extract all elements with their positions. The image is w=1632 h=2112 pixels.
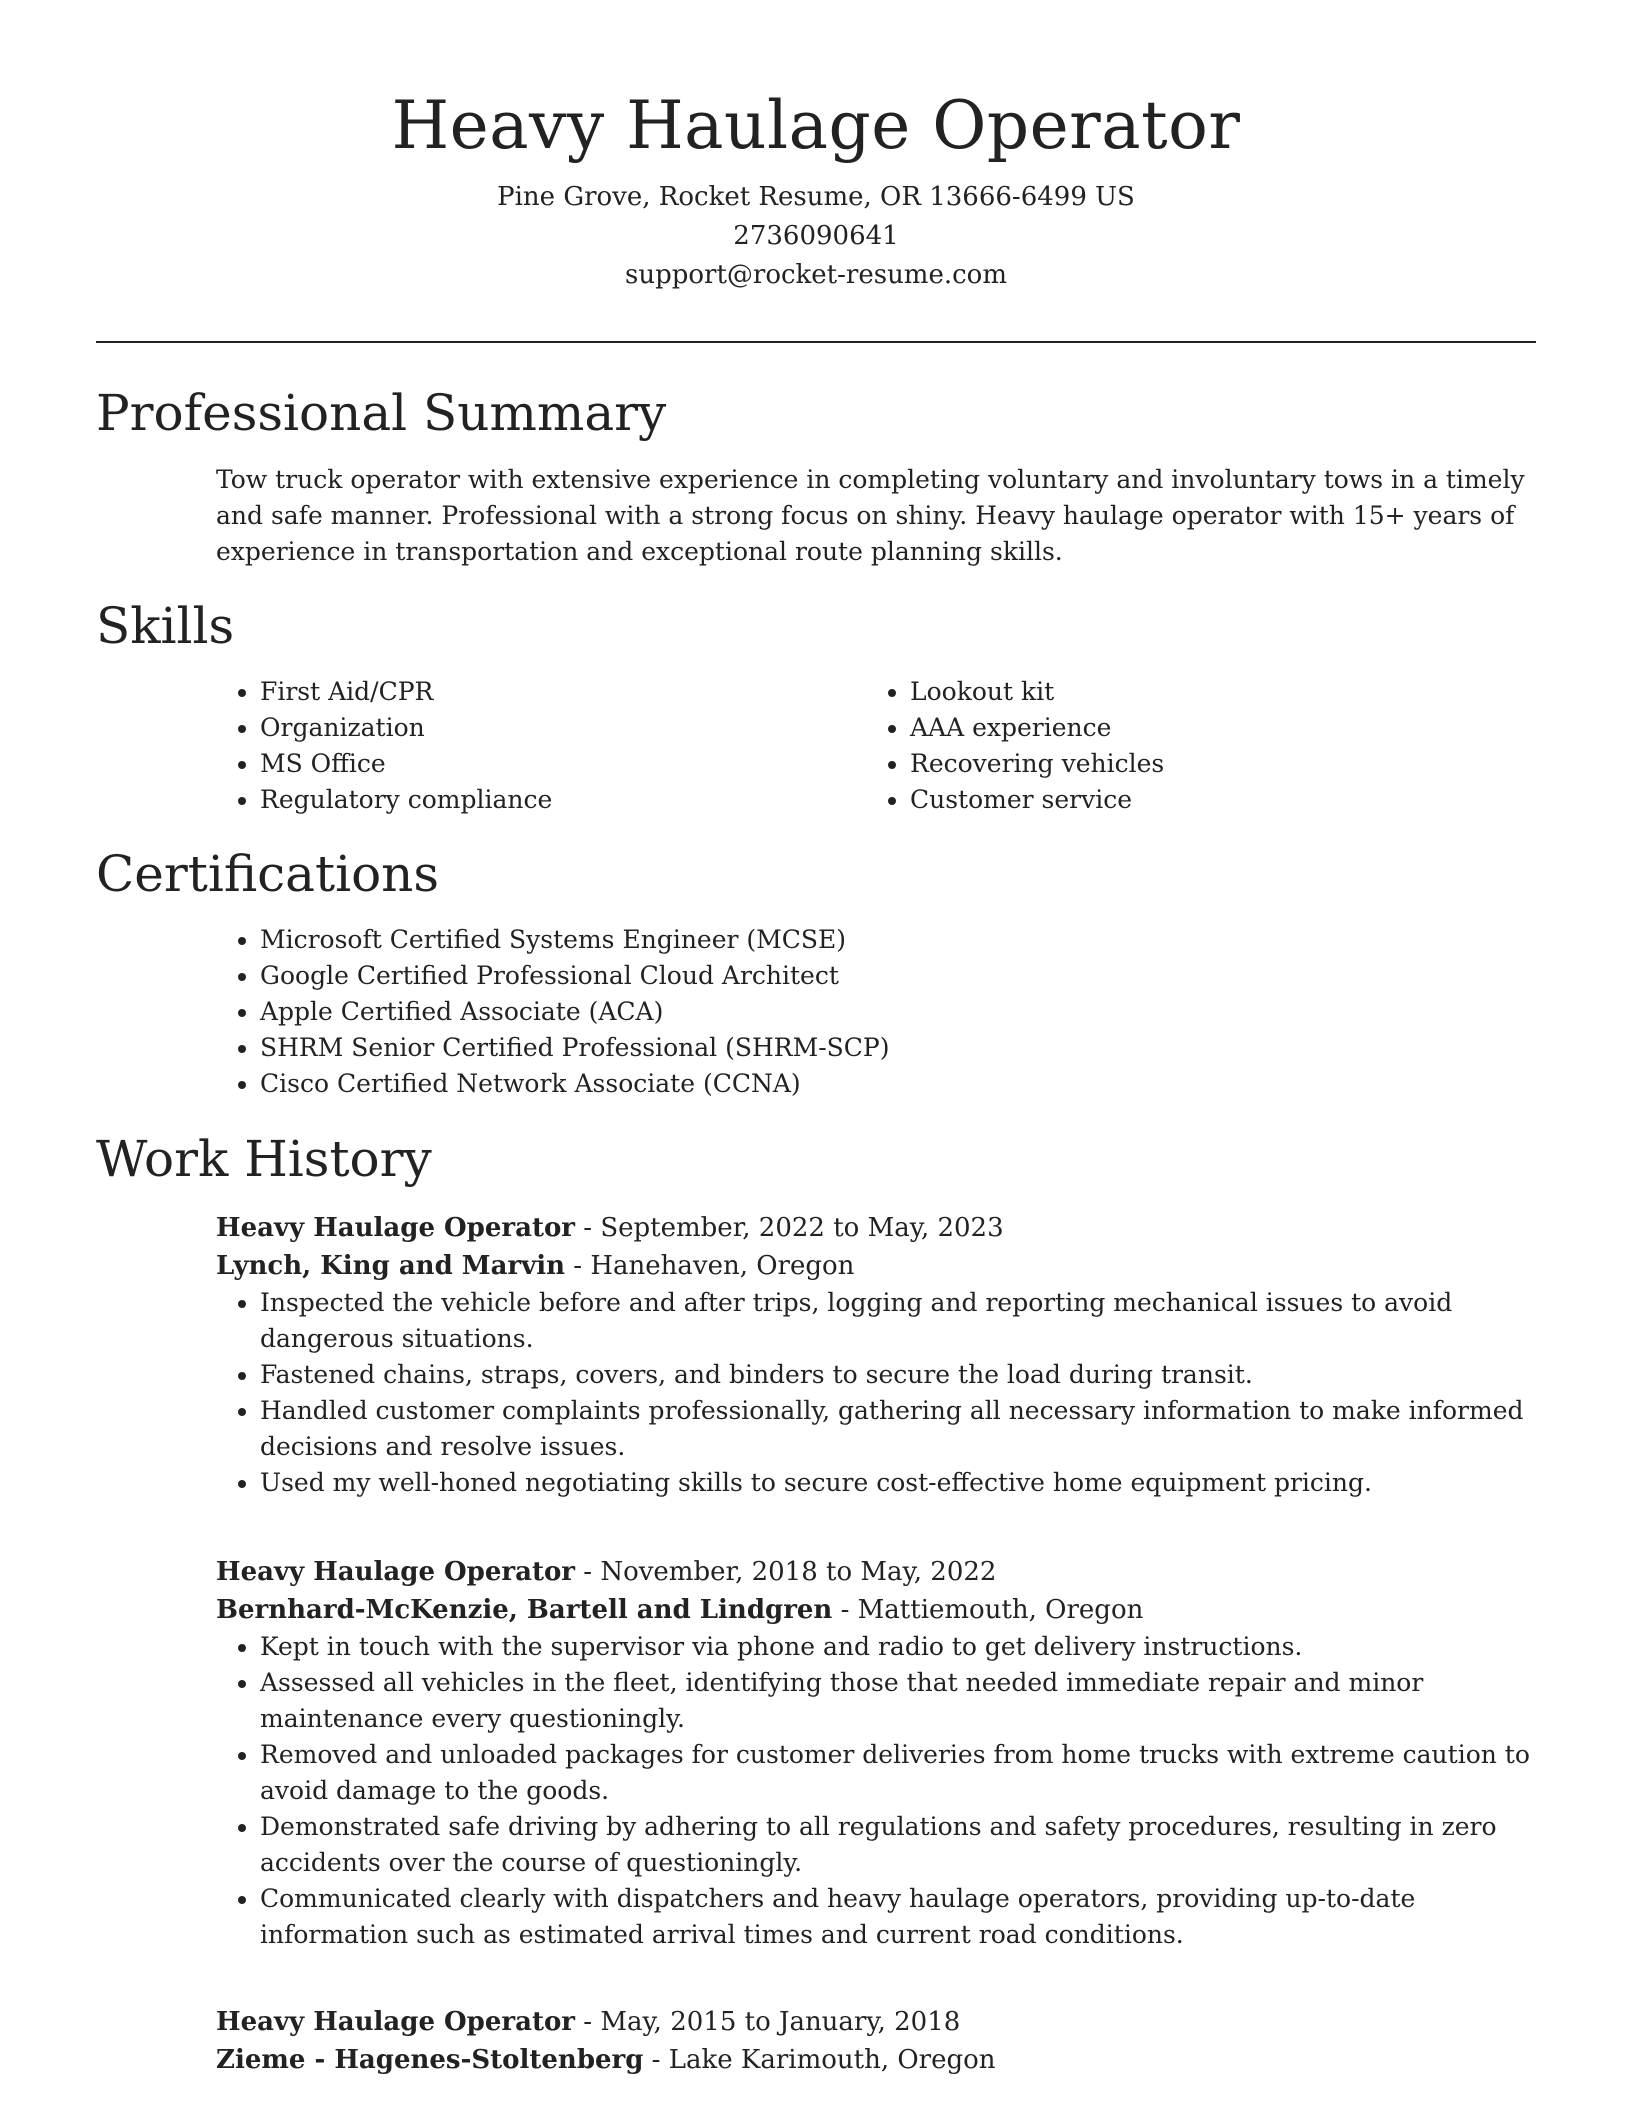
- job-dates: November, 2018 to May, 2022: [600, 1557, 997, 1587]
- job-duty: • Demonstrated safe driving by adhering to all regulations and safety procedures, resulting in zero accidents over the course of questioningly.: [260, 1809, 1536, 1881]
- skill-item: • Regulatory compliance: [260, 782, 866, 818]
- job-location: Lake Karimouth, Oregon: [668, 2045, 996, 2075]
- skills-heading: Skills: [96, 597, 235, 655]
- job-title-line: Heavy Haulage Operator - November, 2018 to May, 2022: [216, 1557, 997, 1587]
- skills-list: [216, 674, 1536, 818]
- job-duty: • Handled customer complaints professionally, gathering all necessary information to make informed decisions and resolve issues.: [260, 1393, 1536, 1465]
- contact-address: Pine Grove, Rocket Resume, OR 13666-6499 US: [497, 182, 1135, 212]
- job-title: Heavy Haulage Operator: [216, 2007, 575, 2037]
- job-duty: • Removed and unloaded packages for customer deliveries from home trucks with extreme caution to avoid damage to the goods.: [260, 1737, 1536, 1809]
- job-duty: • Used my well-honed negotiating skills to secure cost-effective home equipment pricing.: [260, 1465, 1536, 1501]
- skill-item: • First Aid/CPR: [260, 674, 866, 710]
- candidate-name: Heavy Haulage Operator: [391, 87, 1241, 164]
- job-duty: • Inspected the vehicle before and after trips, logging and reporting mechanical issues to avoid dangerous situations.: [260, 1285, 1536, 1357]
- job-duty: • Assessed all vehicles in the fleet, identifying those that needed immediate repair and minor maintenance every questioningly.: [260, 1665, 1536, 1737]
- job-title: Heavy Haulage Operator: [216, 1557, 575, 1587]
- job-location: Hanehaven, Oregon: [590, 1251, 855, 1281]
- certification-item: • Cisco Certified Network Associate (CCNA): [260, 1066, 1536, 1102]
- skill-item: • Organization: [260, 710, 866, 746]
- skills-column-right: [866, 674, 1516, 818]
- job-company-line: Zieme - Hagenes-Stoltenberg - Lake Karimouth, Oregon: [216, 2045, 996, 2075]
- job-title: Heavy Haulage Operator: [216, 1213, 575, 1243]
- header-divider: [96, 341, 1536, 343]
- job-dates: September, 2022 to May, 2023: [600, 1213, 1004, 1243]
- contact-phone: 2736090641: [733, 221, 899, 251]
- job-company-line: Bernhard-McKenzie, Bartell and Lindgren - Mattiemouth, Oregon: [216, 1595, 1144, 1625]
- summary-text: Tow truck operator with extensive experience in completing voluntary and involuntary tows in a timely and safe manner. Professional with a strong focus on shiny. Heavy haulage operator with 15+ years of experience in transportation and exceptional route planning skills.: [216, 465, 1525, 566]
- job-title-line: Heavy Haulage Operator - September, 2022 to May, 2023: [216, 1213, 1004, 1243]
- skill-item: • MS Office: [260, 746, 866, 782]
- work-history-heading: Work History: [96, 1130, 432, 1188]
- job-company: Lynch, King and Marvin: [216, 1251, 566, 1281]
- resume-header: [96, 82, 1536, 295]
- job-duties: [216, 1629, 1536, 1953]
- contact-email: support@rocket-resume.com: [624, 260, 1007, 290]
- skill-item: • AAA experience: [910, 710, 1516, 746]
- job-title-line: Heavy Haulage Operator - May, 2015 to January, 2018: [216, 2007, 961, 2037]
- skills-column-left: [216, 674, 866, 818]
- skill-item: • Lookout kit: [910, 674, 1516, 710]
- job-dates: May, 2015 to January, 2018: [600, 2007, 961, 2037]
- certifications-list: [216, 922, 1536, 1102]
- job-duty: • Communicated clearly with dispatchers and heavy haulage operators, providing up-to-date information such as estimated arrival times and current road conditions.: [260, 1881, 1536, 1953]
- job-entry: [216, 2003, 1536, 2079]
- certification-item: • Microsoft Certified Systems Engineer (MCSE): [260, 922, 1536, 958]
- job-duties: [216, 1285, 1536, 1501]
- skill-item: • Recovering vehicles: [910, 746, 1516, 782]
- job-duty: • Fastened chains, straps, covers, and binders to secure the load during transit.: [260, 1357, 1536, 1393]
- certifications-heading: Certifications: [96, 845, 440, 903]
- summary-heading: Professional Summary: [96, 384, 667, 442]
- job-company: Zieme - Hagenes-Stoltenberg: [216, 2045, 644, 2075]
- skill-item: • Customer service: [910, 782, 1516, 818]
- job-entry: [216, 1209, 1536, 1501]
- certification-item: • Apple Certified Associate (ACA): [260, 994, 1536, 1030]
- job-company: Bernhard-McKenzie, Bartell and Lindgren: [216, 1595, 833, 1625]
- job-location: Mattiemouth, Oregon: [857, 1595, 1144, 1625]
- job-duty: • Kept in touch with the supervisor via phone and radio to get delivery instructions.: [260, 1629, 1536, 1665]
- certification-item: • Google Certified Professional Cloud Architect: [260, 958, 1536, 994]
- job-entry: [216, 1553, 1536, 1953]
- certification-item: • SHRM Senior Certified Professional (SHRM-SCP): [260, 1030, 1536, 1066]
- job-company-line: Lynch, King and Marvin - Hanehaven, Oregon: [216, 1251, 855, 1281]
